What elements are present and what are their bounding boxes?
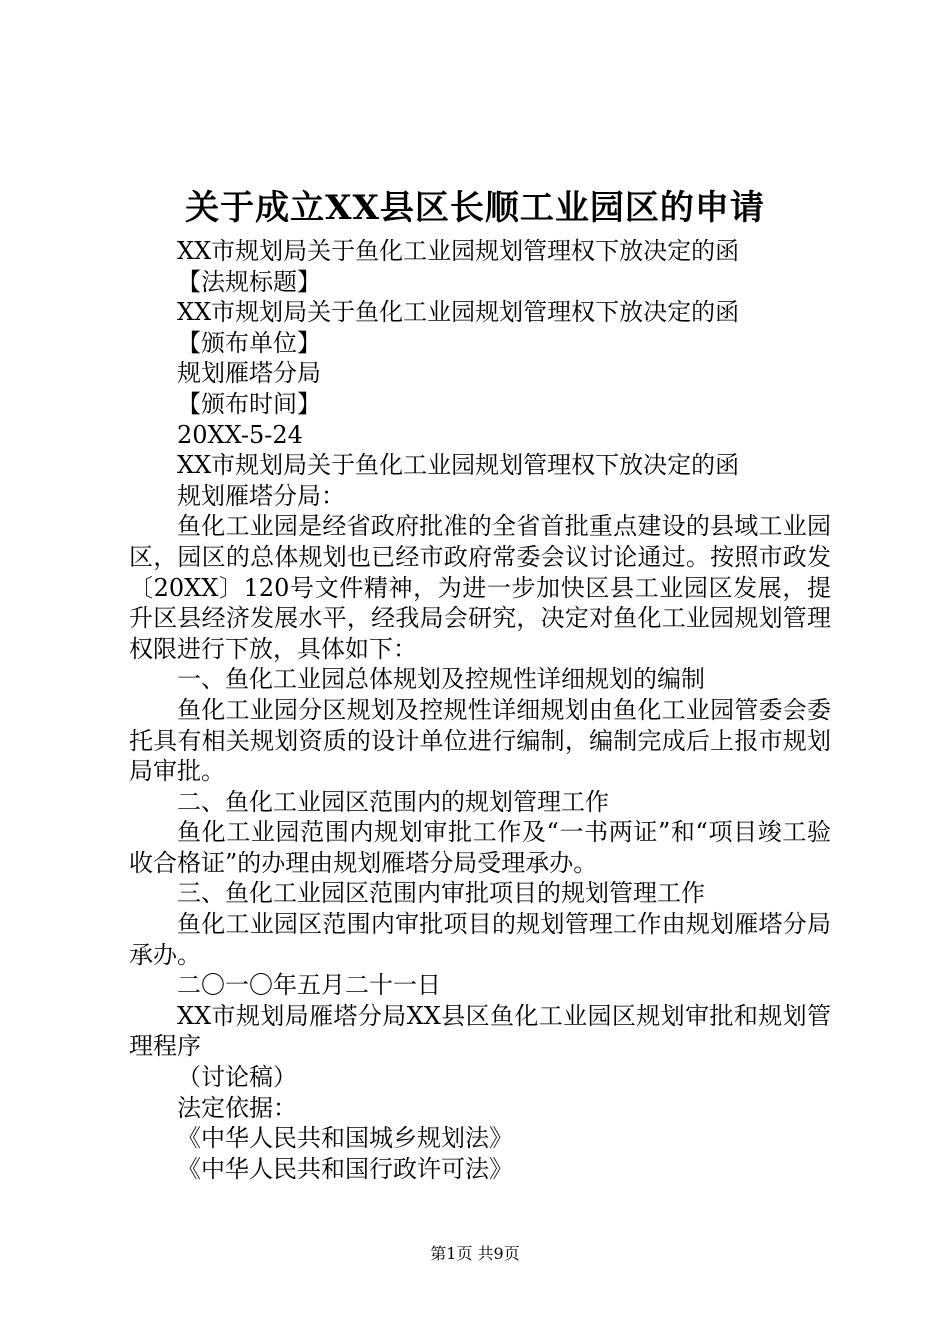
paragraph: 鱼化工业园分区规划及控规性详细规划由鱼化工业园管委会委托具有相关规划资质的设计单位进行编制，编制完成后上报市规划局审批。 <box>129 695 831 786</box>
paragraph: XX市规划局雁塔分局XX县区鱼化工业园区规划审批和规划管理程序 <box>129 1001 831 1061</box>
paragraph: 鱼化工业园区范围内审批项目的规划管理工作由规划雁塔分局承办。 <box>129 910 831 969</box>
paragraph: 二〇一〇年五月二十一日 <box>177 971 441 1000</box>
paragraph: 【颁布单位】 <box>177 328 321 357</box>
paragraph: XX市规划局关于鱼化工业园规划管理权下放决定的函 <box>177 451 740 480</box>
paragraph: 三、鱼化工业园区范围内审批项目的规划管理工作 <box>177 879 705 908</box>
paragraph: 规划雁塔分局 <box>177 359 321 388</box>
paragraph: 一、鱼化工业园总体规划及控规性详细规划的编制 <box>177 665 705 694</box>
paragraph: 20XX-5-24 <box>177 420 303 449</box>
document-body <box>129 236 831 1184</box>
paragraph: 规划雁塔分局： <box>177 481 345 510</box>
paragraph: 【颁布时间】 <box>177 389 321 418</box>
paragraph: 二、鱼化工业园区范围内的规划管理工作 <box>177 787 609 816</box>
paragraph: 法定依据： <box>177 1093 297 1122</box>
paragraph: （讨论稿） <box>177 1063 297 1092</box>
document-title: 关于成立XX县区长顺工业园区的申请 <box>185 188 765 228</box>
paragraph: XX市规划局关于鱼化工业园规划管理权下放决定的函 <box>177 237 740 265</box>
paragraph: 《中华人民共和国行政许可法》 <box>177 1154 513 1183</box>
page-footer: 第1页 共9页 <box>430 1244 520 1263</box>
paragraph: XX市规划局关于鱼化工业园规划管理权下放决定的函 <box>177 298 740 327</box>
paragraph: 【法规标题】 <box>177 267 321 296</box>
paragraph: 鱼化工业园是经省政府批准的全省首批重点建设的县域工业园区，园区的总体规划也已经市政府常委会议讨论通过。按照市政发〔20XX〕120号文件精神，为进一步加快区县工业园区发展，提升区县经济发展水平，经我局会研究，决定对鱼化工业园规划管理权限进行下放，具体如下： <box>129 512 831 663</box>
paragraph: 鱼化工业园范围内规划审批工作及“一书两证”和“项目竣工验收合格证”的办理由规划雁塔分局受理承办。 <box>129 818 831 877</box>
paragraph: 《中华人民共和国城乡规划法》 <box>177 1124 513 1153</box>
